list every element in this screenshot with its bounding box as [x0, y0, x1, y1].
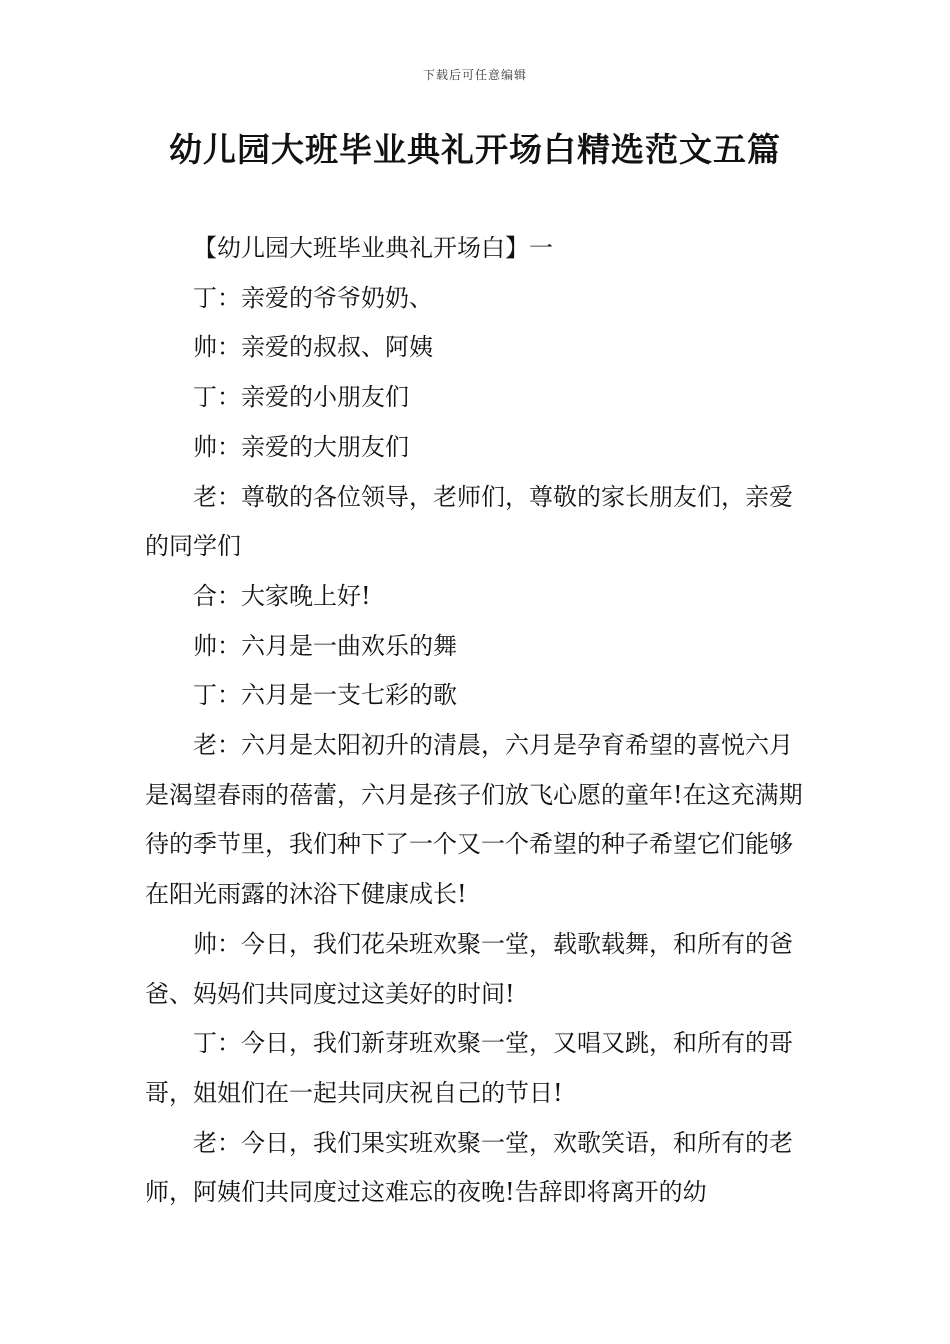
- paragraph: 丁：今日，我们新芽班欢聚一堂，又唱又跳，和所有的哥哥，姐姐们在一起共同庆祝自己的节日!: [145, 1029, 793, 1107]
- header-note: 下载后可任意编辑: [422, 68, 527, 82]
- paragraph-section-heading: 【幼儿园大班毕业典礼开场白】一: [193, 234, 553, 262]
- paragraph: 老：尊敬的各位领导，老师们，尊敬的家长朋友们，亲爱的同学们: [145, 482, 793, 561]
- paragraph: 丁：六月是一支七彩的歌: [193, 681, 457, 710]
- paragraph: 帅：亲爱的大朋友们: [193, 432, 409, 461]
- paragraph: 合：大家晚上好!: [193, 581, 371, 610]
- document-title: 幼儿园大班毕业典礼开场白精选范文五篇: [169, 130, 781, 169]
- paragraph: 老：今日，我们果实班欢聚一堂，欢歌笑语，和所有的老师，阿姨们共同度过这难忘的夜晚!告辞即将离开的幼: [145, 1128, 793, 1207]
- paragraph: 帅：亲爱的叔叔、阿姨: [193, 333, 433, 362]
- paragraph: 帅：今日，我们花朵班欢聚一堂，载歌载舞，和所有的爸爸、妈妈们共同度过这美好的时间!: [145, 929, 793, 1008]
- paragraph: 老：六月是太阳初升的清晨，六月是孕育希望的喜悦六月是渴望春雨的蓓蕾，六月是孩子们放飞心愿的童年!在这充满期待的季节里，我们种下了一个又一个希望的种子希望它们能够在阳光雨露的沐浴下健康成长!: [145, 731, 803, 909]
- document-body: [145, 224, 805, 1218]
- paragraph: 丁：亲爱的小朋友们: [193, 383, 409, 412]
- paragraph: 帅：六月是一曲欢乐的舞: [193, 631, 457, 660]
- paragraph: 丁：亲爱的爷爷奶奶、: [193, 283, 433, 312]
